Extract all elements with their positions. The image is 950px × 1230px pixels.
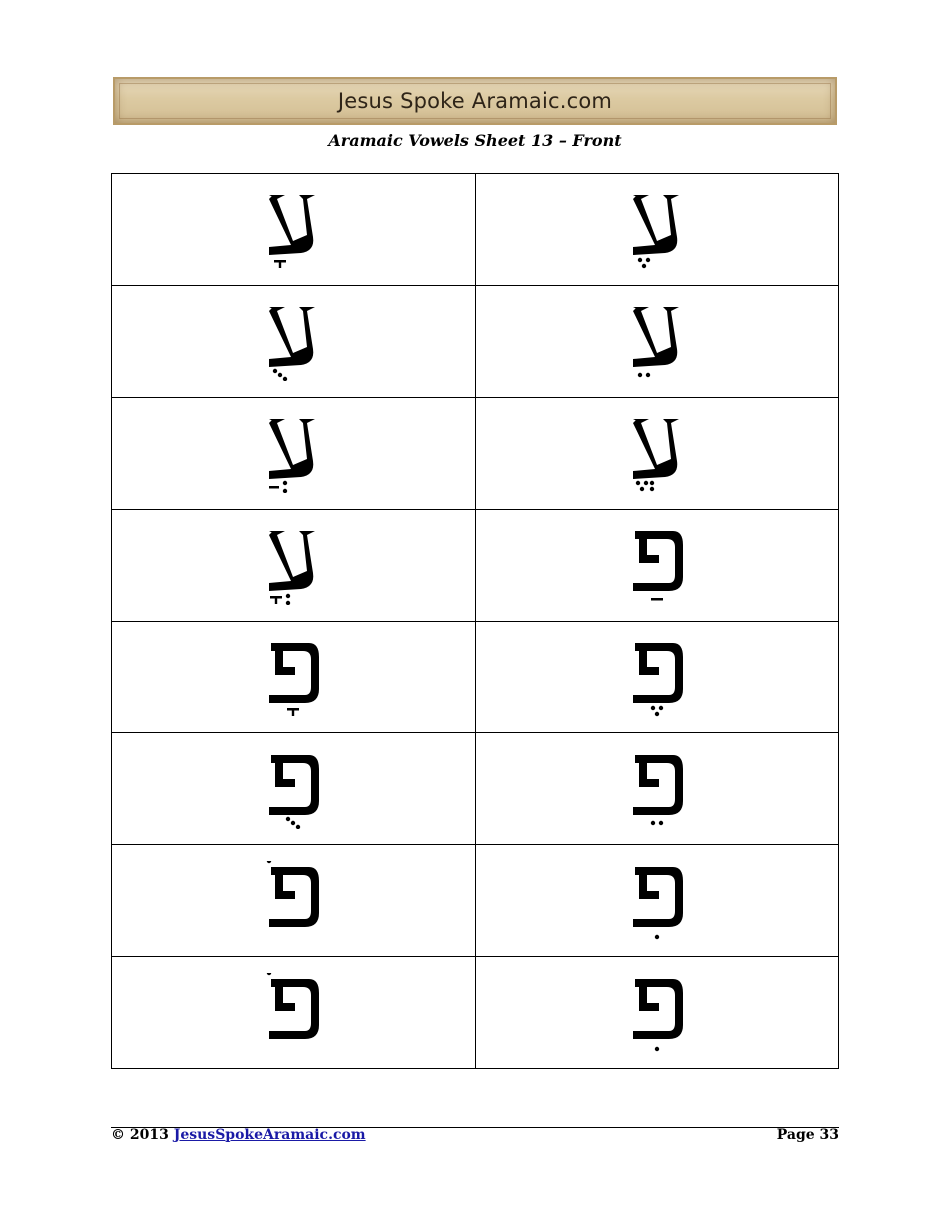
flashcard-grid (111, 173, 839, 1069)
banner-title: Jesus Spoke Aramaic.com (337, 89, 613, 113)
copyright-text: © 2013 (111, 1127, 169, 1143)
ayin-diagonal-dots-glyph (263, 301, 323, 381)
pe-hiriq-glyph (627, 973, 687, 1053)
pe-patah-glyph (627, 525, 687, 605)
card-row (112, 957, 839, 1069)
card-row (112, 845, 839, 957)
pe-tsere-glyph (627, 749, 687, 829)
footer-copyright (111, 1127, 366, 1143)
pe-qamats-glyph (263, 637, 323, 717)
ayin-letter (633, 195, 679, 255)
vowel-card (475, 397, 839, 509)
pe-letter (633, 867, 683, 927)
vowel-card (475, 621, 839, 733)
pe-letter (633, 755, 683, 815)
pe-letter (269, 643, 319, 703)
ayin-tsere-glyph (627, 301, 687, 381)
vowel-card (475, 845, 839, 957)
pe-hiriq-glyph (627, 861, 687, 941)
ayin-segol-glyph (627, 189, 687, 269)
pe-letter (269, 755, 319, 815)
card-row (112, 621, 839, 733)
site-banner (113, 77, 837, 125)
vowel-card (475, 957, 839, 1069)
ayin-qamats-glyph (263, 189, 323, 269)
card-row (112, 733, 839, 845)
ayin-hataf-segol-glyph (627, 413, 687, 493)
pe-segol-glyph (627, 637, 687, 717)
ayin-letter (269, 531, 315, 591)
ayin-hataf-qamats-glyph (263, 525, 323, 605)
pe-letter (269, 867, 319, 927)
vowel-card (112, 174, 476, 286)
ayin-letter (633, 307, 679, 367)
card-row (112, 285, 839, 397)
vowel-card (112, 733, 476, 845)
vowel-card (475, 733, 839, 845)
pe-holam-glyph (263, 861, 323, 941)
pe-letter (633, 643, 683, 703)
ayin-letter (269, 419, 315, 479)
vowel-card (475, 509, 839, 621)
ayin-letter (269, 195, 315, 255)
vowel-card (112, 845, 476, 957)
vowel-card (112, 397, 476, 509)
vowel-card (112, 621, 476, 733)
pe-letter (633, 979, 683, 1039)
ayin-hataf-patah-glyph (263, 413, 323, 493)
pe-letter (269, 979, 319, 1039)
card-row (112, 397, 839, 509)
vowel-card (112, 957, 476, 1069)
vowel-card (475, 174, 839, 286)
ayin-letter (269, 307, 315, 367)
vowel-card (112, 509, 476, 621)
pe-diagonal-dots-glyph (263, 749, 323, 829)
page-number: Page 33 (776, 1127, 839, 1143)
vowel-card (112, 285, 476, 397)
pe-letter (633, 531, 683, 591)
pe-holam-glyph (263, 973, 323, 1053)
ayin-letter (633, 419, 679, 479)
sheet-title: Aramaic Vowels Sheet 13 – Front (328, 131, 622, 150)
card-row (112, 509, 839, 621)
card-row (112, 174, 839, 286)
vowel-card (475, 285, 839, 397)
site-link[interactable]: JesusSpokeAramaic.com (173, 1127, 366, 1143)
